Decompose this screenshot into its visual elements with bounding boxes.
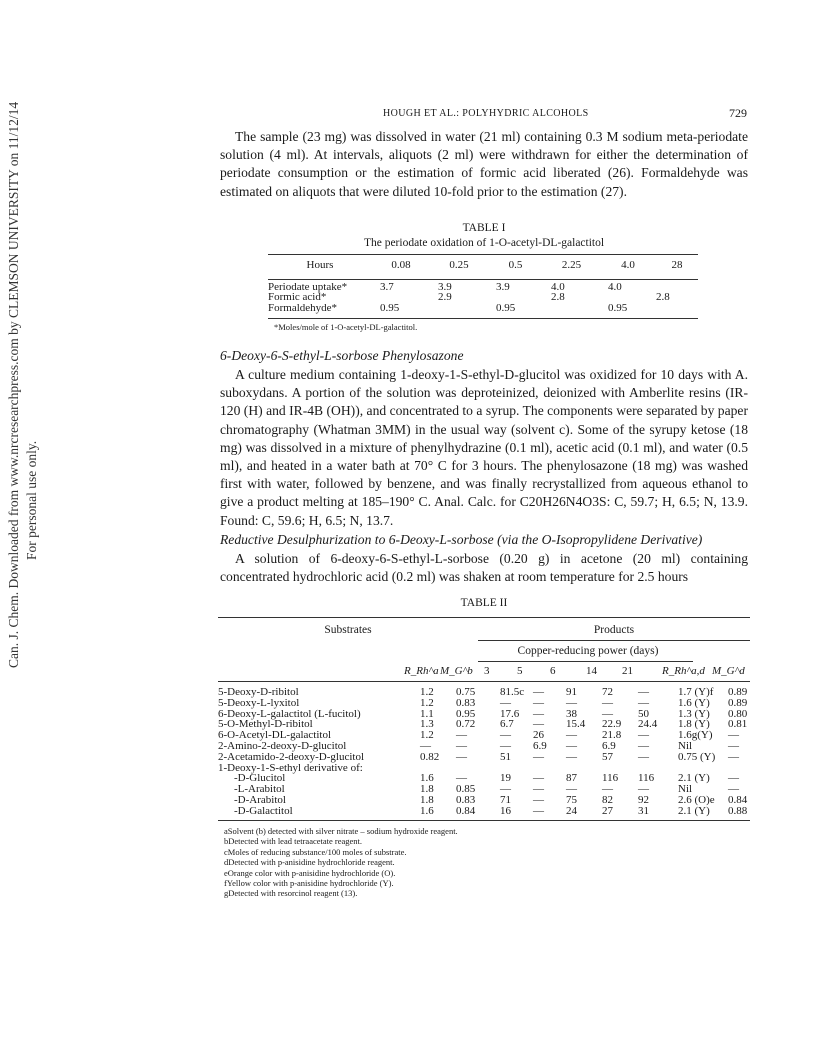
side-watermark: [2, 101, 42, 670]
table2-copper-head: Copper-reducing power (days): [517, 645, 659, 657]
table2-colhead: 6: [550, 665, 556, 677]
paragraph-3-text: A solution of 6-deoxy-6-S-ethyl-L-sorbose (0.20 g) in acetone (20 ml) containing concentrated hydrochloric acid (0.2 ml) was shaken at room temperature for 2.5 hours: [220, 551, 748, 585]
table2-value-cell: 1.6: [420, 804, 434, 817]
table2-body: [218, 687, 750, 817]
table2-value-cell: 0.89: [728, 686, 748, 698]
table1-header: 2.25: [561, 259, 582, 271]
table1-cell: 4.0: [551, 280, 565, 293]
table2-substrate-cell: 5-Deoxy-L-lyxitol: [218, 696, 300, 709]
table1-cell: Formic acid*: [268, 291, 327, 303]
table2-bottom-rule: [218, 820, 750, 821]
table2-value-cell: —: [728, 739, 739, 752]
table2-value-cell: 75: [566, 793, 577, 806]
table2-value-cell: —: [533, 686, 544, 698]
table2-value-cell: 21.8: [602, 729, 622, 742]
table2-value-cell: —: [638, 739, 649, 752]
table2-head-rule: [218, 681, 750, 682]
table2-value-cell: —: [638, 750, 649, 763]
table2-substrate-cell: -D-Galactitol: [234, 804, 293, 817]
table2-row: [218, 773, 750, 784]
table2-value-cell: 0.95: [456, 707, 476, 720]
table2-value-cell: 0.81: [728, 718, 748, 731]
table2-value-cell: —: [533, 750, 544, 763]
table1-label: TABLE I: [462, 222, 506, 234]
table2-colhead: M_G^d: [712, 665, 745, 677]
paragraph-1-text: The sample (23 mg) was dissolved in water (21 ml) containing 0.3 M sodium meta-periodate solution (4 ml). At intervals, aliquots (2 ml) were withdrawn for either the determination of periodate consumption or the estimation of formic acid liberated (26). Formaldehyde was estimated on aliquots that were diluted 10-fold prior to the estimation (27).: [220, 129, 748, 199]
table2-value-cell: —: [533, 696, 544, 709]
table2-footnote: bDetected with lead tetraacetate reagent.: [224, 836, 363, 847]
section-heading-osazone: 6-Deoxy-6-S-ethyl-L-sorbose Phenylosazone: [220, 348, 464, 363]
table2-value-cell: 0.83: [456, 793, 476, 806]
table2-substrate-cell: 5-O-Methyl-D-ribitol: [218, 718, 313, 731]
table1-header: 4.0: [621, 259, 635, 271]
table1-cell: Periodate uptake*: [268, 280, 348, 293]
table2-substrate-cell: -L-Arabitol: [234, 783, 285, 796]
table2-footnote: cMoles of reducing substance/100 moles of substrate.: [224, 846, 407, 857]
paragraph-2-text: A culture medium containing 1-deoxy-1-S-ethyl-D-glucitol was oxidized for 10 days with A. suboxydans. A portion of the solution was deproteinized, deionized with Amberlite resins (IR-120 (H) and IR-4B (OH)), and concentrated to a syrup. The components were separated by paper chromatography (Whatman 3MM) in the usual way (solvent c). Some of the syrupy ketose (18 mg) was dissolved in a mixture of phenylhydrazine (0.1 ml), acetic acid (0.1 ml), and water (0.5 ml), and heated in a water bath at 70° C for 3 hours. The phenylosazone (18 mg) was washed first with water, followed by benzene, and was finally recrystallized from aqueous ethanol to give a product melting at 185–190° C. Anal. Calc. for C20H26N4O3S: C, 59.7; H, 6.5; N, 13.9. Found: C, 59.6; H, 6.5; N, 13.7.: [220, 367, 748, 528]
table2-value-cell: —: [533, 718, 544, 731]
table2-value-cell: —: [638, 783, 649, 796]
table2-value-cell: 1.3: [420, 718, 434, 731]
table2-colhead: 21: [622, 665, 633, 677]
table2-value-cell: —: [602, 696, 613, 709]
table2-value-cell: 1.8: [420, 783, 434, 796]
table2-value-cell: 92: [638, 793, 649, 806]
table2-value-cell: 1.6: [420, 772, 434, 785]
table2-value-cell: 26: [533, 729, 544, 742]
table2-value-cell: —: [456, 739, 467, 752]
table2-substrate-cell: 6-Deoxy-L-galactitol (L-fucitol): [218, 707, 361, 720]
table2-footnotes: [224, 826, 458, 899]
table2-value-cell: 1.2: [420, 696, 434, 709]
paragraph-1: [220, 128, 748, 201]
table2-value-cell: 24: [566, 804, 577, 817]
table1-cell: [430, 303, 488, 314]
table2-value-cell: —: [456, 729, 467, 742]
table2-value-cell: —: [566, 750, 577, 763]
table2-value-cell: 6.7: [500, 718, 514, 731]
table2-row: [218, 752, 750, 763]
table1-cell: [488, 292, 543, 303]
table2-value-cell: Nil: [678, 739, 693, 752]
table2-row: [218, 698, 750, 709]
table2-value-cell: 0.84: [728, 793, 748, 806]
table2-value-cell: 57: [602, 750, 613, 763]
section-heading-desulphurization: Reductive Desulphurization to 6-Deoxy-L-sorbose (via the O-Isopropylidene Derivative): [220, 532, 703, 547]
table1-header: Hours: [306, 259, 334, 271]
table2-value-cell: 1.3 (Y): [678, 707, 710, 720]
table2-products-rule: [478, 640, 750, 641]
table2-value-cell: 116: [638, 772, 655, 785]
table2-footnote: fYellow color with p-anisidine hydrochloride (Y).: [224, 878, 394, 889]
table1-top-rule: [268, 254, 698, 255]
table2-value-cell: 72: [602, 686, 613, 698]
table2-value-cell: 22.9: [602, 718, 622, 731]
table1-header: 0.5: [508, 259, 523, 271]
table2-value-cell: —: [500, 783, 511, 796]
table2-value-cell: 51: [500, 750, 511, 763]
table2-value-cell: 1.6 (Y): [678, 696, 710, 709]
table2-value-cell: —: [728, 729, 739, 742]
table1-cell: 3.9: [496, 280, 510, 293]
table2-value-cell: —: [566, 729, 577, 742]
table1-cell: [372, 292, 430, 303]
table2-value-cell: 0.82: [420, 750, 440, 763]
table2-value-cell: 82: [602, 793, 613, 806]
table2-footnote: aSolvent (b) detected with silver nitrate – sodium hydroxide reagent.: [224, 826, 458, 836]
table2-value-cell: —: [728, 750, 739, 763]
table2-row: [218, 795, 750, 806]
table1-cell: 0.95: [608, 301, 628, 314]
table1-header-row: [268, 260, 698, 271]
table2-substrate-cell: 1-Deoxy-1-S-ethyl derivative of:: [218, 761, 363, 774]
table2-value-cell: 16: [500, 804, 511, 817]
table2-value-cell: 0.84: [456, 804, 476, 817]
table2-colhead: M_G^b: [440, 665, 473, 677]
table2-colhead: 14: [586, 665, 597, 677]
table2-value-cell: 0.89: [728, 696, 748, 709]
table2-value-cell: —: [566, 783, 577, 796]
table2-value-cell: 71: [500, 793, 511, 806]
table2-value-cell: 0.83: [456, 696, 476, 709]
watermark-line-2: For personal use only.: [24, 440, 39, 560]
table2-substrate-cell: 5-Deoxy-D-ribitol: [218, 686, 299, 698]
table2-value-cell: 38: [566, 707, 577, 720]
table2-footnote: dDetected with p-anisidine hydrochloride reagent.: [224, 857, 395, 868]
table2-value-cell: 116: [602, 772, 619, 785]
table2-colhead: 3: [484, 665, 490, 677]
table2-row: [218, 763, 750, 774]
table2-value-cell: 1.2: [420, 729, 434, 742]
table2-value-cell: 50: [638, 707, 649, 720]
table2-value-cell: 0.80: [728, 707, 748, 720]
table2-value-cell: 91: [566, 686, 577, 698]
table2-substrate-cell: 2-Amino-2-deoxy-D-glucitol: [218, 739, 347, 752]
table2-value-cell: —: [533, 804, 544, 817]
table2-value-cell: —: [456, 772, 467, 785]
table2-colhead-row: [218, 666, 750, 677]
table2-label: TABLE II: [460, 597, 508, 609]
table1-cell: 2.9: [438, 291, 452, 303]
table1-cell: [656, 303, 698, 314]
table2-substrate-cell: -D-Arabitol: [234, 793, 286, 806]
table1-row: [268, 282, 698, 293]
table1-cell: [543, 303, 600, 314]
table1-bottom-rule: [268, 318, 698, 319]
table2-value-cell: 0.72: [456, 718, 476, 731]
table2-value-cell: Nil: [678, 783, 693, 796]
table1-header: 0.08: [391, 259, 411, 271]
table2-value-cell: 81.5c: [500, 686, 525, 698]
table1-cell: 0.95: [380, 301, 400, 314]
table2-products-head: Products: [593, 624, 635, 636]
table2-row: [218, 784, 750, 795]
table2-value-cell: 1.8: [420, 793, 434, 806]
table2-value-cell: —: [500, 696, 511, 709]
table2-value-cell: 19: [500, 772, 511, 785]
table2-value-cell: 2.6 (O)e: [678, 793, 715, 806]
table1-cell: [600, 292, 656, 303]
running-head: HOUGH ET AL.: POLYHYDRIC ALCOHOLS: [383, 108, 589, 119]
table2-value-cell: —: [566, 696, 577, 709]
table2-value-cell: 6.9: [533, 739, 547, 752]
table1-cell: 2.8: [551, 291, 565, 303]
table2-value-cell: —: [728, 772, 739, 785]
table2-copper-rule: [478, 661, 693, 662]
table2-value-cell: —: [728, 783, 739, 796]
table2-value-cell: —: [602, 783, 613, 796]
page-number: 729: [729, 106, 747, 120]
watermark-line-1: Can. J. Chem. Downloaded from www.nrcresearchpress.com by CLEMSON UNIVERSITY on 11/12/14: [6, 101, 21, 668]
table2-value-cell: —: [500, 739, 511, 752]
table2-footnote: gDetected with resorcinol reagent (13).: [224, 888, 358, 899]
table2-colhead: R_Rh^a: [404, 665, 439, 677]
table2-value-cell: —: [533, 772, 544, 785]
table1-cell: 3.9: [438, 280, 452, 293]
table2-value-cell: 1.2: [420, 686, 434, 698]
table2-value-cell: 1.6g(Y): [678, 729, 713, 742]
table2-footnote: eOrange color with p-anisidine hydrochloride (O).: [224, 867, 396, 878]
table1-row: [268, 303, 698, 314]
paragraph-2: [220, 366, 748, 530]
table2-value-cell: 6.9: [602, 739, 616, 752]
table2-value-cell: —: [638, 686, 649, 698]
table2-value-cell: 27: [602, 804, 613, 817]
table2-substrate-cell: 2-Acetamido-2-deoxy-D-glucitol: [218, 750, 365, 763]
table2-value-cell: 1.1: [420, 707, 434, 720]
table2-value-cell: —: [456, 750, 467, 763]
table2-colhead: 5: [517, 665, 523, 677]
table2-value-cell: 0.75: [456, 686, 476, 698]
table2-value-cell: 15.4: [566, 718, 586, 731]
table2-value-cell: —: [533, 793, 544, 806]
table1-header: 28: [671, 259, 683, 271]
table2-value-cell: —: [420, 739, 431, 752]
table1-cell: 2.8: [656, 291, 670, 303]
table2-colheads: [218, 666, 750, 677]
table2-value-cell: —: [500, 729, 511, 742]
table2-value-cell: 1.7 (Y)f: [678, 686, 714, 698]
paragraph-3: [220, 550, 748, 586]
table2-top-rule: [218, 617, 750, 618]
table2-value-cell: 31: [638, 804, 649, 817]
table2-colhead: R_Rh^a,d: [662, 665, 705, 677]
table2-value-cell: —: [533, 707, 544, 720]
table2-value-cell: —: [533, 783, 544, 796]
table1-cell: 3.7: [380, 280, 394, 293]
table2-value-cell: —: [638, 696, 649, 709]
table2-value-cell: 1.8 (Y): [678, 718, 710, 731]
table1-title: The periodate oxidation of 1-O-acetyl-DL-galactitol: [363, 237, 605, 249]
table1-footnote: *Moles/mole of 1-O-acetyl-DL-galactitol.: [274, 322, 418, 332]
table2-value-cell: —: [602, 707, 613, 720]
table2-value-cell: 87: [566, 772, 577, 785]
table1-cell: 0.95: [496, 301, 516, 314]
table2-value-cell: 0.88: [728, 804, 748, 817]
table1-header: 0.25: [449, 259, 469, 271]
table2-value-cell: 2.1 (Y): [678, 804, 710, 817]
table1-cell: Formaldehyde*: [268, 301, 338, 314]
table2-row: [218, 806, 750, 817]
table2-substrate-cell: -D-Glucitol: [234, 772, 286, 785]
table2-substrates-head: Substrates: [324, 624, 372, 636]
table2-value-cell: 0.75 (Y): [678, 750, 716, 763]
table1-cell: 4.0: [608, 280, 622, 293]
table2-value-cell: 2.1 (Y): [678, 772, 710, 785]
table2-value-cell: 0.85: [456, 783, 476, 796]
table2-value-cell: 24.4: [638, 718, 658, 731]
table2-value-cell: 17.6: [500, 707, 520, 720]
table1: [268, 260, 698, 313]
table2-value-cell: —: [638, 729, 649, 742]
table2-substrate-cell: 6-O-Acetyl-DL-galactitol: [218, 729, 332, 742]
table1-row: [268, 292, 698, 303]
table2-value-cell: —: [566, 739, 577, 752]
